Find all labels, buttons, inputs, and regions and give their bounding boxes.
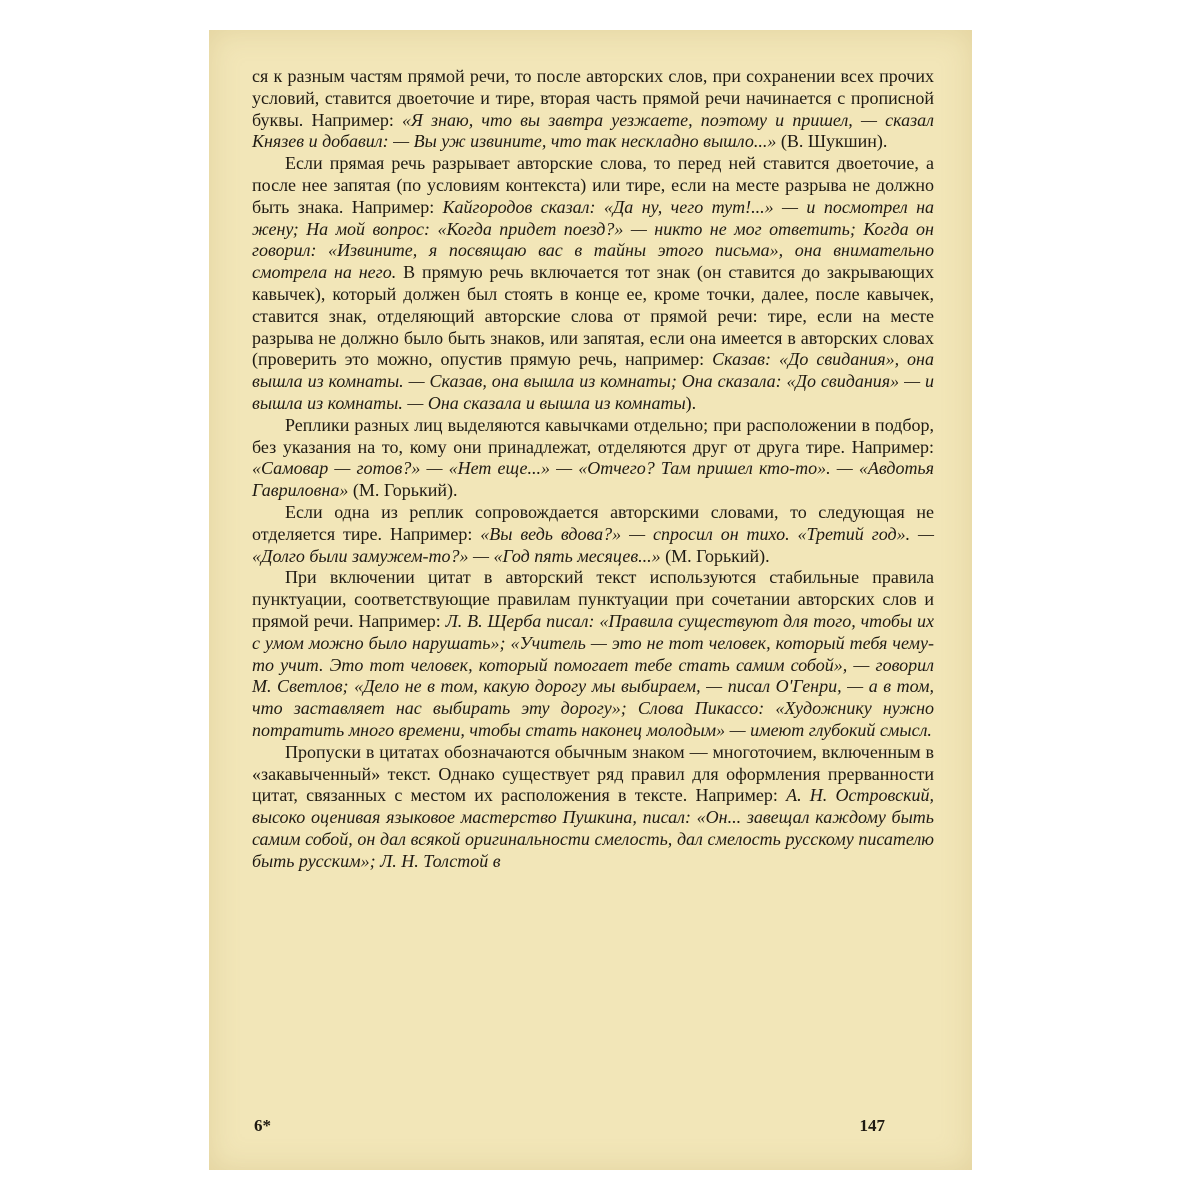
italic-example-text: Сказав: «До свидания», она вышла из комнаты. — Сказав, она вышла из комнаты; Она сказала: «До свидания» — и вышла из комнаты. — Она сказала и вышла из комнаты (252, 349, 934, 413)
italic-example-text: Кайгородов сказал: «Да ну, чего тут!...» — и посмотрел на жену; На мой вопрос: «Когда придет поезд?» — никто не мог ответить; Когда он говорил: «Извините, я посвящаю вас в тайны этого письма», она внимательно смотрела на него. (252, 196, 934, 283)
paragraph-text: (В. Шукшин). (776, 131, 888, 152)
page-number: 147 (859, 1116, 885, 1135)
paragraph (252, 742, 934, 873)
paragraph-text: Если одна из реплик сопровождается авторскими словами, то следующая не отделяется тире. Например: (252, 501, 934, 544)
italic-example-text: «Самовар — готов?» — «Нет еще...» — «Отчего? Там пришел кто-то». — «Авдотья Гавриловна» (252, 458, 934, 501)
paragraph-text: (М. Горький). (660, 545, 770, 566)
paragraph (252, 567, 934, 741)
body-text (252, 66, 934, 872)
paragraph (252, 502, 934, 567)
paragraph-text: ся к разным частям прямой речи, то после авторских слов, при сохранении всех прочих условий, ставится двоеточие и тире, вторая часть прямой речи начинается с прописной буквы. Например: (252, 66, 934, 130)
paragraph-text: Пропуски в цитатах обозначаются обычным знаком — многоточием, включенным в «закавыченный» текст. Однако существует ряд правил для оформления прерванности цитат, связанных с местом их расположения в тексте. Например: (252, 741, 934, 806)
italic-example-text: «Вы ведь вдова?» — спросил он тихо. «Третий год». — «Долго были замужем-то?» — «Год пять месяцев...» (252, 523, 934, 566)
italic-example-text: А. Н. Островский, высоко оценивая языковое мастерство Пушкина, писал: «Он... завещал каждому быть самим собой, он дал всякой оригинальности смелость, дал смелость русскому писателю быть русским»; Л. Н. Толстой в (252, 785, 934, 871)
paragraph-text: При включении цитат в авторский текст используются стабильные правила пунктуации, соответствующие правилам пунктуации при сочетании авторских слов и прямой речи. Например: (252, 567, 934, 631)
italic-example-text: «Я знаю, что вы завтра уезжаете, поэтому и пришел, — сказал Князев и добавил: — Вы уж извините, что так нескладно вышло...» (252, 109, 934, 152)
paragraph-text: Если прямая речь разрывает авторские слова, то перед ней ставится двоеточие, а после нее запятая (по условиям контекста) или тире, если на месте разрыва не должно быть знака. Например: (252, 153, 934, 217)
paragraph-text: В прямую речь включается тот знак (он ставится до закрывающих кавычек), который должен был стоять в конце ее, кроме точки, далее, после кавычек, ставится знак, отделяющий авторские слова от прямой речи: тире, если на месте разрыва не должно было быть знаков, или запятая, если она имеется в авторских словах (проверить это можно, опустив прямую речь, например: (252, 262, 934, 370)
paragraph-text: ). (685, 392, 697, 413)
paragraph-text: (М. Горький). (348, 480, 458, 501)
signature-mark: 6* (254, 1116, 271, 1135)
paragraph-text: Реплики разных лиц выделяются кавычками отдельно; при расположении в подбор, без указания на то, кому они принадлежат, отделяются друг от друга тире. Например: (252, 414, 934, 457)
book-page (209, 30, 972, 1170)
paragraph (252, 153, 934, 415)
paragraph (252, 66, 934, 153)
paragraph (252, 415, 934, 502)
italic-example-text: Л. В. Щерба писал: «Правила существуют для того, чтобы их с умом можно было нарушать»; «Учитель — это не тот человек, который тебя чему-то учит. Это тот человек, который помогает тебе стать самим собой», — говорил М. Светлов; «Дело не в том, какую дорогу мы выбираем, — писал О'Генри, — а в том, что заставляет нас выбирать эту дорогу»; Слова Пикассо: «Художнику нужно потратить много времени, чтобы стать наконец молодым» — имеют глубокий смысл. (252, 610, 935, 740)
